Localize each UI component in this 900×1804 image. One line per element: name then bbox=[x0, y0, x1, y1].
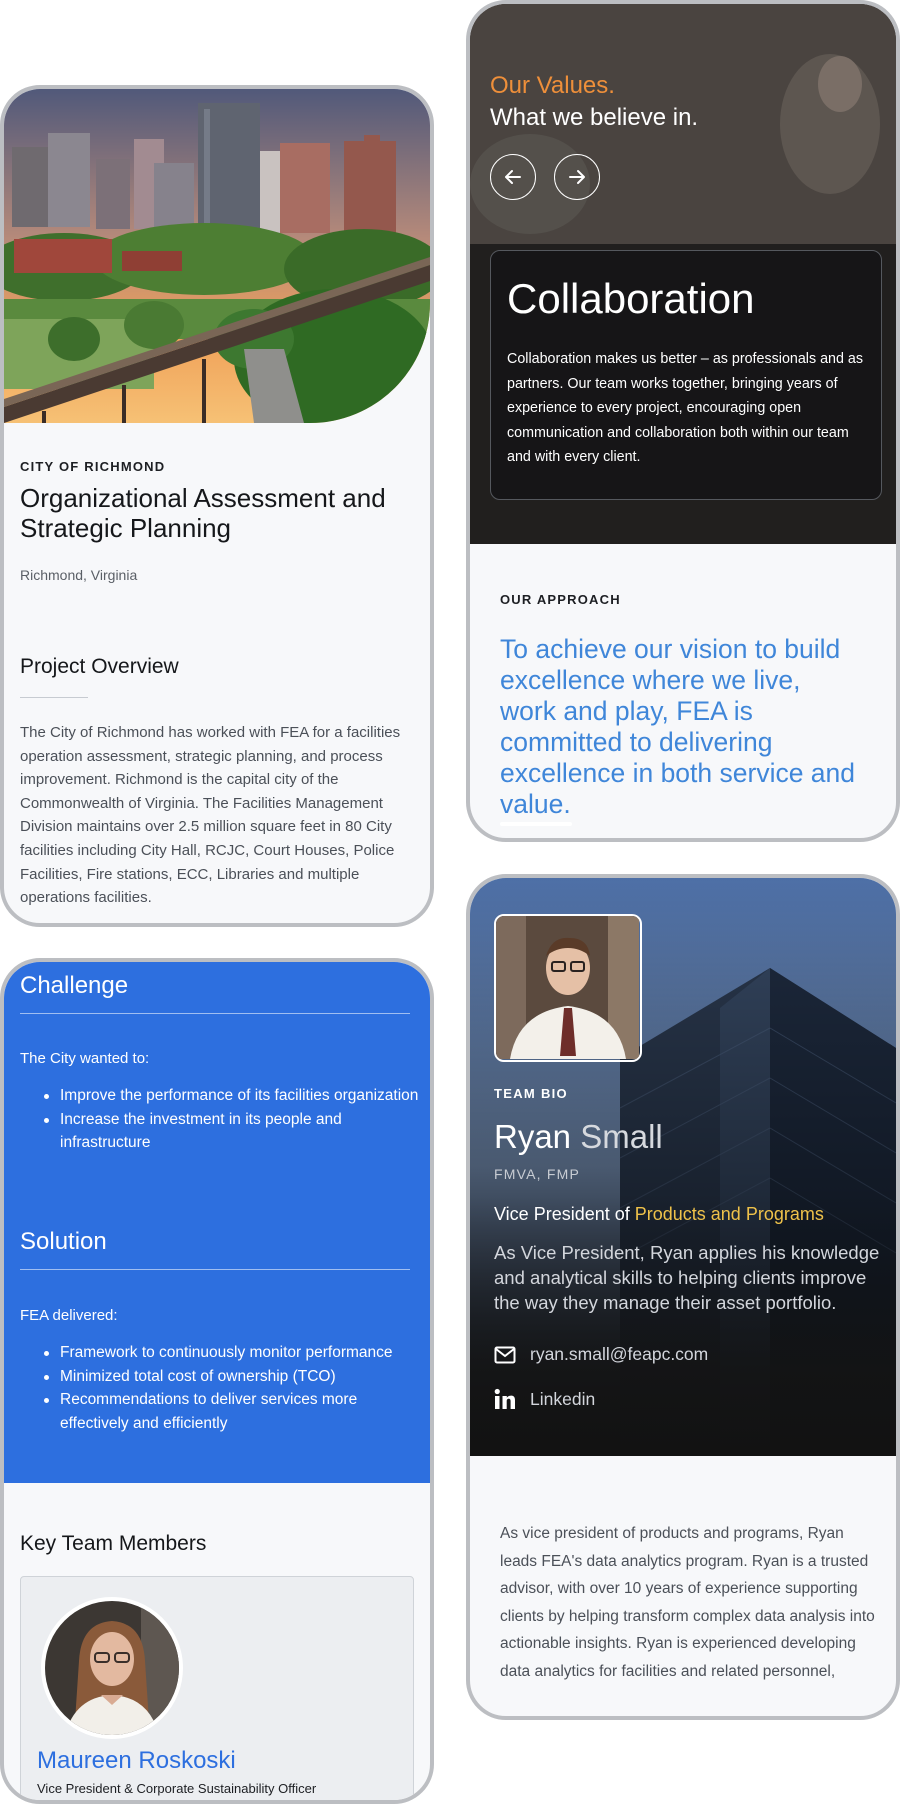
next-button[interactable] bbox=[554, 154, 600, 200]
bio-first-name: Ryan bbox=[494, 1118, 572, 1155]
value-card-title: Collaboration bbox=[507, 275, 755, 322]
values-subtitle: What we believe in. bbox=[490, 104, 699, 131]
bio-name bbox=[494, 1118, 663, 1156]
challenge-heading: Challenge bbox=[20, 972, 129, 999]
avatar bbox=[494, 914, 642, 1062]
linkedin-link[interactable] bbox=[494, 1388, 595, 1410]
overview-heading: Project Overview bbox=[20, 655, 179, 678]
solution-heading: Solution bbox=[20, 1228, 107, 1255]
email-link[interactable] bbox=[494, 1344, 708, 1365]
bio-job-title bbox=[494, 1204, 824, 1225]
challenge-divider bbox=[20, 1013, 410, 1014]
key-team-heading: Key Team Members bbox=[20, 1532, 207, 1555]
bio-credentials: FMVA, FMP bbox=[494, 1166, 580, 1182]
client-eyebrow: CITY OF RICHMOND bbox=[20, 459, 166, 474]
linkedin-icon bbox=[494, 1388, 516, 1410]
bio-last-name: Small bbox=[580, 1118, 663, 1155]
list-item: Minimized total cost of ownership (TCO) bbox=[60, 1365, 420, 1389]
project-location: Richmond, Virginia bbox=[20, 567, 138, 583]
richmond-skyline-image bbox=[4, 89, 430, 423]
prev-button[interactable] bbox=[490, 154, 536, 200]
challenge-solution-panel bbox=[4, 962, 430, 1483]
challenge-list bbox=[60, 1084, 420, 1155]
list-item: Framework to continuously monitor performance bbox=[60, 1341, 420, 1365]
avatar bbox=[41, 1597, 183, 1739]
envelope-icon bbox=[494, 1346, 516, 1364]
bio-title-prefix: Vice President of bbox=[494, 1204, 635, 1224]
bio-eyebrow: TEAM BIO bbox=[494, 1086, 568, 1101]
challenge-phone-frame bbox=[0, 958, 434, 1804]
overview-text: The City of Richmond has worked with FEA for a facilities operation assessment, strategic planning, and process improvement. Richmond is the capital city of the Commonwealth of Virginia. The Facilities Management Division maintains over 2.5 million square feet in 80 City facilities including City Hall, RCJC, Court Houses, Police Facilities, Fire stations, ECC, Libraries and multiple operations facilities. bbox=[20, 724, 401, 907]
solution-intro: FEA delivered: bbox=[20, 1307, 118, 1324]
approach-quote: To achieve our vision to build excellence where we live, work and play, FEA is committed to delivering excellence in both service and value. bbox=[500, 634, 856, 819]
member-name[interactable]: Maureen Roskoski bbox=[37, 1747, 236, 1774]
bio-phone-frame bbox=[466, 874, 900, 1720]
email-text[interactable]: ryan.small@feapc.com bbox=[530, 1344, 709, 1364]
approach-eyebrow: OUR APPROACH bbox=[500, 592, 621, 607]
list-item: Increase the investment in its people and infrastructure bbox=[60, 1108, 420, 1155]
challenge-intro: The City wanted to: bbox=[20, 1050, 150, 1067]
team-member-card[interactable] bbox=[20, 1576, 414, 1804]
overview-divider bbox=[20, 697, 88, 698]
bio-summary: As Vice President, Ryan applies his knowledge and analytical skills to helping clients improve the way they manage their asset portfolio. bbox=[494, 1242, 880, 1313]
carousel-indicator bbox=[500, 822, 572, 826]
list-item: Recommendations to deliver services more effectively and efficiently bbox=[60, 1388, 420, 1435]
linkedin-text[interactable]: Linkedin bbox=[530, 1388, 596, 1409]
list-item: Improve the performance of its facilities organization bbox=[60, 1084, 420, 1108]
value-card-text: Collaboration makes us better – as professionals and as partners. Our team works together, bringing years of experience to every project, encouraging open communication and collaboration both within our team and with every client. bbox=[507, 351, 864, 466]
value-card bbox=[490, 250, 882, 500]
values-phone-frame bbox=[466, 0, 900, 842]
member-role: Vice President & Corporate Sustainability Officer bbox=[37, 1781, 317, 1796]
bio-long-text: As vice president of products and programs, Ryan leads FEA's data analytics program. Ryan is a trusted advisor, with over 10 years of experience supporting clients by helping transform complex data analysis into actionable insights. Ryan is experienced developing data analytics for facilities and related personnel, bbox=[500, 1525, 875, 1680]
arrow-left-icon bbox=[504, 168, 522, 186]
arrow-right-icon bbox=[568, 168, 586, 186]
solution-divider bbox=[20, 1269, 410, 1270]
project-phone-frame bbox=[0, 85, 434, 927]
project-title: Organizational Assessment and Strategic Planning bbox=[20, 483, 386, 543]
solution-list bbox=[60, 1341, 420, 1435]
bio-title-highlight: Products and Programs bbox=[634, 1204, 824, 1224]
values-accent-title: Our Values. bbox=[490, 72, 615, 99]
